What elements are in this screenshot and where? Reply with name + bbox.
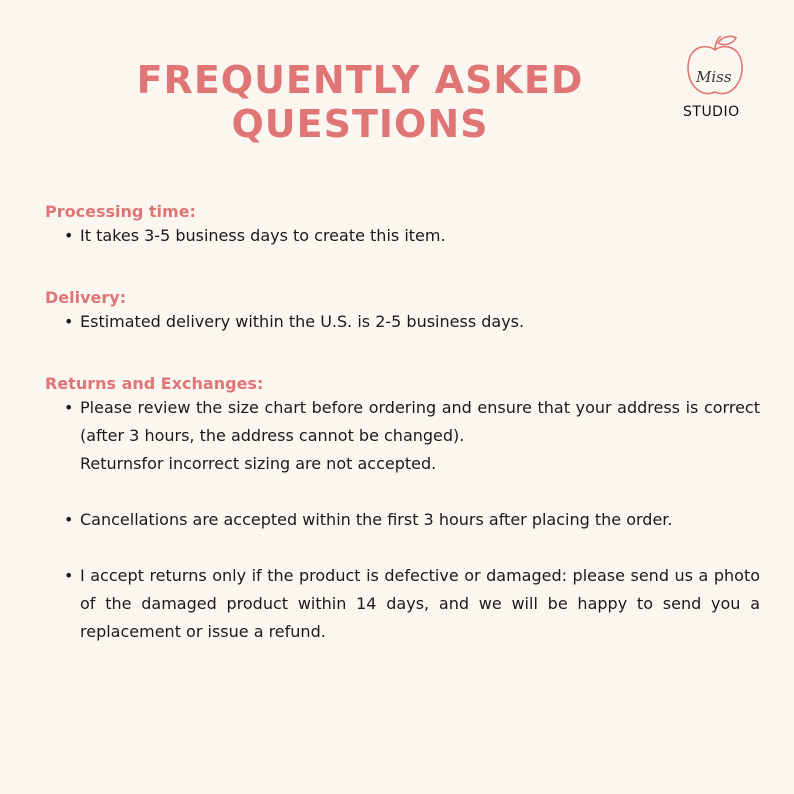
bullet-icon: • xyxy=(64,566,74,585)
bullet-icon: • xyxy=(64,398,74,417)
list-item xyxy=(45,308,760,336)
section-processing-time xyxy=(45,202,760,250)
brand-logo xyxy=(670,34,760,124)
bullet-list xyxy=(45,308,760,336)
list-item-text: Estimated delivery within the U.S. is 2-5 business days. xyxy=(80,312,525,331)
section-heading: Delivery: xyxy=(45,288,127,307)
list-item-text: Cancellations are accepted within the first 3 hours after placing the order. xyxy=(80,510,673,529)
list-item-text: Please review the size chart before ordering and ensure that your address is correct (after 3 hours, the address cannot be changed). xyxy=(80,398,760,445)
list-item-text: I accept returns only if the product is defective or damaged: please send us a photo of the damaged product within 14 days, and we will be happy to send you a replacement or issue a refund. xyxy=(80,566,760,641)
bullet-list xyxy=(45,222,760,250)
list-spacer xyxy=(45,478,760,506)
title-line-2: QUESTIONS xyxy=(231,102,489,146)
list-item xyxy=(45,506,760,534)
bullet-icon: • xyxy=(64,510,74,529)
title-line-1: FREQUENTLY ASKED xyxy=(136,58,584,102)
list-item xyxy=(45,222,760,250)
bullet-list xyxy=(45,394,760,646)
bullet-icon: • xyxy=(64,312,74,331)
list-item-text: It takes 3-5 business days to create this item. xyxy=(80,226,446,245)
section-returns-exchanges xyxy=(45,374,760,646)
list-item xyxy=(45,562,760,646)
bullet-icon: • xyxy=(64,226,74,245)
section-delivery xyxy=(45,288,760,336)
section-heading: Processing time: xyxy=(45,202,196,221)
list-item-continuation: Returnsfor incorrect sizing are not accepted. xyxy=(80,454,437,473)
list-spacer xyxy=(45,534,760,562)
section-heading: Returns and Exchanges: xyxy=(45,374,264,393)
list-item xyxy=(45,394,760,478)
logo-studio-text: STUDIO xyxy=(683,104,740,120)
page-title xyxy=(120,58,600,146)
logo-script-text: Miss xyxy=(696,68,732,86)
